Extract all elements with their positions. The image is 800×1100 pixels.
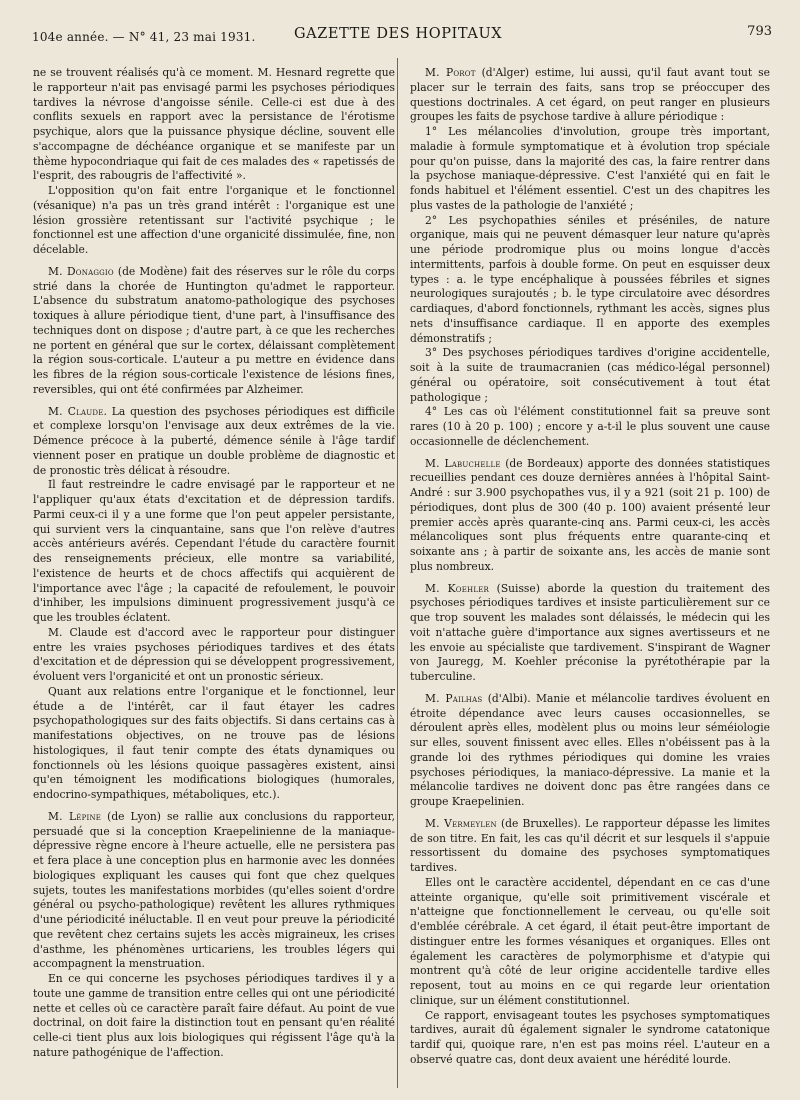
speaker-name: M. Koehler: [425, 581, 489, 595]
paragraph: Quant aux relations entre l'organique et le fonctionnel, leur étude a de l'intérêt, car il faut étayer les cadres psychopathologiques sur des faits objectifs. Si dans certains cas à manifestations objectives, on ne trouve pas de lésions histologiques, il faut tenir compte des états dynamiques ou fonctionnels où les lésions quoique passagères existent, ainsi qu'en témoignent les modifications biologiques (humorales, endocrino-sympathiques, métaboliques, etc.).: [33, 684, 395, 801]
journal-title: GAZETTE DES HOPITAUX: [294, 26, 503, 42]
speaker-name: M. Lépine: [48, 809, 102, 823]
paragraph: M. Pailhas (d'Albi). Manie et mélancolie tardives évoluent en étroite dépendance avec leurs causes occasionnelles, se déroulent après elles, modèlent plus ou moins leur séméiologie sur elles, souvent finissent avec elles. Elles n'obéissent pas à la grande loi des rythmes périodiques qui domine les vraies psychoses périodiques, la maniaco-dépressive. La manie et la mélancolie tardives ne doivent donc pas être rangées dans ce groupe Kraepelinien.: [410, 691, 770, 808]
paragraph: M. Porot (d'Alger) estime, lui aussi, qu'il faut avant tout se placer sur le terrain des faits, sans trop se préoccuper des questions doctrinales. A cet égard, on peut ranger en plusieurs groupes les faits de psychose tardive à allure périodique :: [410, 66, 770, 124]
paragraph: M. Claude. La question des psychoses périodiques est difficile et complexe lorsqu'on l'envisage aux deux extrêmes de la vie. Démence précoce à la puberté, démence sénile à l'âge tardif viennent poser en pratique un double problème de diagnostic et de pronostic très délicat à résoudre.: [33, 404, 395, 477]
speaker-name: M. Porot: [425, 66, 476, 79]
paragraph: 1° Les mélancolies d'involution, groupe très important, maladie à formule symptomatique et à évolution trop spéciale pour qu'on puisse, dans la majorité des cas, la faire rentrer dans la psychose maniaque-dépressive. C'est l'anxiété qui en fait le fonds habituel et l'élément essentiel. C'est un des chapitres les plus vastes de la pathologie de l'anxiété ;: [410, 125, 770, 212]
paragraph: Elles ont le caractère accidentel, dépendant en ce cas d'une atteinte organique, qu'elle soit primitivement viscérale et n'atteigne que fonctionnellement le cerveau, ou qu'elle soit d'emblée cérébrale. A cet égard, il était peut-être important de distinguer entre les formes vésaniques et organiques. Elles ont également les caractères de polymorphisme et d'atypie qui montrent qu'à côté de leur origine accidentelle tardive elles reposent, tout au moins en ce qui regarde leur orientation clinique, sur un élément constitutionnel.: [410, 875, 770, 1007]
paragraph: ne se trouvent réalisés qu'à ce moment. M. Hesnard regrette que le rapporteur n'ait pas envisagé parmi les psychoses périodiques tardives la névrose d'angoisse sénile. Celle-ci est due à des conflits sexuels en rapport avec la persistance de l'érotisme psychique, alors que la puissance physique décline, souvent elle s'accompagne de déchéance organique et se manifeste par un thème hypocondriaque qui fait de ces malades des « rapetissés de l'esprit, des rabougris de l'affectivité ».: [33, 66, 395, 183]
paragraph: L'opposition qu'on fait entre l'organique et le fonctionnel (vésanique) n'a pas un très grand intérêt : l'organique est une lésion grossière retentissant sur l'activité psychique ; le fonctionnel est une affection d'une organicité dissimulée, fine, non décelable.: [33, 184, 395, 256]
speaker-name: M. Pailhas: [425, 691, 483, 705]
page-header: [32, 22, 782, 52]
issue-line: 104e année. — N° 41, 23 mai 1931.: [32, 30, 256, 44]
paragraph: 4° Les cas où l'élément constitutionnel fait sa preuve sont rares (10 à 20 p. 100) ; encore y a-t-il le plus souvent une cause occasionnelle de déclenchement.: [410, 405, 770, 448]
paragraph: M. Donaggio (de Modène) fait des réserves sur le rôle du corps strié dans la chorée de Huntington qu'admet le rapporteur. L'absence du substratum anatomo-pathologique des psychoses toxiques à allure périodique tient, d'une part, à l'insuffisance des techniques dont on dispose ; d'autre part, à ce que les recherches ne portent en général que sur le cortex, délaissant complètement la région sous-corticale. L'auteur a pu mettre en évidence dans les fibres de la région sous-corticale l'existence de lésions fines, reversibles, qui ont été confirmées par Alzheimer.: [33, 264, 395, 396]
paragraph: 2° Les psychopathies séniles et préséniles, de nature organique, mais qui ne peuvent démasquer leur nature qu'après une période prodromique plus ou moins longue d'accès intermittents, parfois à double forme. On peut en esquisser deux types : a. le type encéphalique à poussées fébriles et signes neurologiques surajoutés ; b. le type circulatoire avec désordres cardiaques, d'abord fonctionnels, rythmant les accès, signes plus nets d'insuffisance cardiaque. Il en apporte des exemples démonstratifs ;: [410, 213, 770, 345]
speaker-name: M. Donaggio: [48, 264, 114, 278]
speaker-name: M. Vermeylen: [425, 816, 497, 830]
paragraph: M. Claude est d'accord avec le rapporteur pour distinguer entre les vraies psychoses périodiques tardives et des états d'excitation et de dépression qui se développent progressivement, évoluent vers l'organicité et ont un pronostic sérieux.: [33, 625, 395, 683]
page-number: 793: [747, 24, 772, 39]
left-column: [33, 66, 395, 1061]
paragraph: Il faut restreindre le cadre envisagé par le rapporteur et ne l'appliquer qu'aux états d'excitation et de dépression tardifs. Parmi ceux-ci il y a une forme que l'on peut appeler persistante, qui survient vers la cinquantaine, sans que l'on relève d'autres accès antérieurs avérés. Cependant l'étude du caractère fournit des renseignements précieux, elle montre sa variabilité, l'existence de heurts et de chocs affectifs qui acquièrent de l'importance avec l'âge ; la capacité de refoulement, le pouvoir d'inhiber, les impulsions diminuent progressivement jusqu'à ce que les troubles éclatent.: [33, 478, 395, 624]
paragraph: 3° Des psychoses périodiques tardives d'origine accidentelle, soit à la suite de traumacranien (cas médico-légal personnel) général ou opératoire, soit consécutivement à tout état pathologique ;: [410, 346, 770, 404]
right-column: [410, 66, 770, 1068]
speaker-name: M. Labuchelle: [425, 456, 501, 470]
speaker-name: M. Claude: [48, 404, 104, 418]
paragraph: M. Vermeylen (de Bruxelles). Le rapporteur dépasse les limites de son titre. En fait, les cas qu'il décrit et sur lesquels il s'appuie ressortissent du domaine des psychoses symptomatiques tardives.: [410, 816, 770, 874]
column-divider: [397, 58, 398, 1088]
paragraph: Ce rapport, envisageant toutes les psychoses symptomatiques tardives, aurait dû également signaler le syndrome catatonique tardif qui, quoique rare, n'en est pas moins réel. L'auteur en a observé quatre cas, dont deux avaient une hérédité lourde.: [410, 1008, 770, 1066]
paragraph: En ce qui concerne les psychoses périodiques tardives il y a toute une gamme de transition entre celles qui ont une périodicité nette et celles où ce caractère paraît faire défaut. Au point de vue doctrinal, on doit faire la distinction tout en pensant qu'en réalité celle-ci tient plus aux lois biologiques qui régissent l'âge qu'à la nature pathogénique de l'affection.: [33, 972, 395, 1059]
paragraph: M. Lépine (de Lyon) se rallie aux conclusions du rapporteur, persuadé que si la conception Kraepelinienne de la maniaque-dépressive règne encore à l'heure actuelle, elle ne persistera pas et fera place à une conception plus en harmonie avec les données biologiques expliquant les causes qui font que chez quelques sujets, toutes les manifestations morbides (qu'elles soient d'ordre général ou psycho-pathologique) revêtent les allures rythmiques d'une périodicité inéluctable. Il en veut pour preuve la périodicité que revêtent chez certains sujets les accès migraineux, les crises d'asthme, les phénomènes urticariens, les troubles légers qui accompagnent la menstruation.: [33, 809, 395, 971]
paragraph: M. Koehler (Suisse) aborde la question du traitement des psychoses périodiques tardives et insiste particulièrement sur ce que trop souvent les malades sont délaissés, le médecin qui les voit n'attache guère d'importance aux signes avertisseurs et ne les envoie au spécialiste que tardivement. S'inspirant de Wagner von Jauregg, M. Koehler préconise la pyrétothérapie par la tuberculine.: [410, 581, 770, 683]
paragraph: M. Labuchelle (de Bordeaux) apporte des données statistiques recueillies pendant ces douze dernières années à l'hôpital Saint-André : sur 3.900 psychopathes vus, il y a 921 (soit 21 p. 100) de périodiques, dont plus de 300 (40 p. 100) avaient présenté leur premier accès après quarante-cinq ans. Parmi ceux-ci, les accès mélancoliques sont plus fréquents entre quarante-cinq et soixante ans ; à partir de soixante ans, les accès de manie sont plus nombreux.: [410, 456, 770, 573]
